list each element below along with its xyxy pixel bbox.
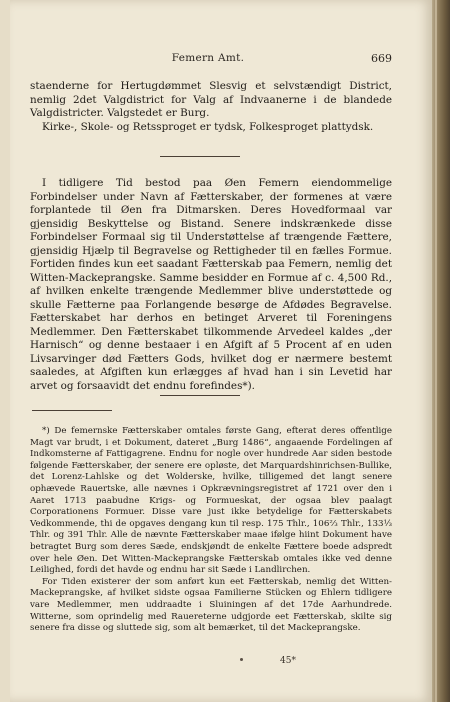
paragraph: I tidligere Tid bestod paa Øen Femern eiendommelige Forbindelser under Navn af Fætterskaber, der formenes at være forplantede til Øen fra Ditmarsken. Deres Hovedformaal var gjensidig Beskyttelse og Bistand. Senere indskrænkede disse Forbindelser Formaal sig til Understøttelse af trængende Fættere, gjensidig Hjælp til Begravelse og Rettigheder til en fælles Formue. Fortiden findes kun eet saadant Fætterskab paa Femern, nemlig det Witten-Mackeprangske. Samme besidder en Formue af c. 4,500 Rd., af hvilken enkelte trængende Medlemmer blive understøttede og skulle Fætterne paa Forlangende besørge de Afdødes Begravelse. Fætterskabet har derhos en betinget Arveret til Foreningens Medlemmer. Den Fætterskabet tilkommende Arvedeel kaldes „der Harnisch“ og denne bestaaer i en Afgift af 5 Procent af en uden Livsarvinger død Fætters Gods, hvilket dog er nærmere bestemt saaledes, at Afgiften kun erlægges af hvad han i sin Levetid har arvet og forsaavidt det endnu forefindes*). — [30, 177, 392, 392]
page-edge — [435, 0, 437, 702]
footnote: *) De femernske Fætterskaber omtales første Gang, efterat deres offentlige Magt var brudt, i et Dokument, dateret „Burg 1486“, angaaende Fordelingen af Indkomsterne af Fattigagrene. Endnu for nogle over hundrede Aar siden bestode følgende Fætterskaber, der senere ere opløste, det Marquardshinrichsen-Bullike, det Lorenz-Lahlske og det Wolderske, hvilke, tilligemed det langt senere ophævede Rauertske, alle nævnes i Opkrævningsregistret af 1721 over den i Aaret 1713 paabudne Krigs- og Formueskat, der ogsaa blev paalagt Corporationens Formuer. Disse vare just ikke betydelige for Fætterskabets Vedkommende, thi de opgaves dengang kun til resp. 175 Thlr., 106⅔ Thlr., 133⅓ Thlr. og 391 Thlr. Alle de nævnte Fætterskaber maae ifølge hiint Dokument have betragtet Burg som deres Sæde, endskjøndt de enkelte Fættere boede adspredt over hele Øen. Det Witten-Mackeprangske Fætterskab omtales ikke ved denne Leilighed, fordi det havde og endnu har sit Sæde i Landlirchen. — [30, 426, 392, 576]
book-spine — [432, 0, 450, 702]
footnotes — [30, 426, 392, 635]
page-number: 669 — [371, 52, 392, 65]
running-header — [24, 52, 392, 68]
paragraph: Kirke-, Skole- og Retssproget er tydsk, Folkesproget plattydsk. — [42, 120, 374, 133]
printers-mark — [240, 658, 243, 661]
header-title: Femern Amt. — [171, 52, 245, 64]
intro-paragraphs — [30, 80, 392, 134]
section-divider — [160, 395, 240, 396]
paragraph: staenderne for Hertugdømmet Slesvig et selvstændigt District, nemlig 2det Valgdistrict for Valg af Indvaanerne i de blandede Valgdistricter. Valgstedet er Burg. — [30, 80, 392, 119]
footnote-rule — [32, 410, 112, 411]
main-paragraph — [30, 177, 392, 393]
section-divider — [160, 156, 240, 157]
signature-mark: 45* — [280, 656, 296, 666]
footnote: For Tiden existerer der som anført kun eet Fætterskab, nemlig det Witten-Mackeprangske, af hvilket sidste ogsaa Familierne Stücken og Ehlern tidligere vare Medlemmer, men uddraadte i Sluiningen af det 17de Aarhundrede. Witterne, som oprindelig med Rauereterne udgjorde eet Fætterskab, skilte sig senere fra disse og sluttede sig, som alt bemærket, til det Mackeprangske. — [30, 576, 392, 634]
